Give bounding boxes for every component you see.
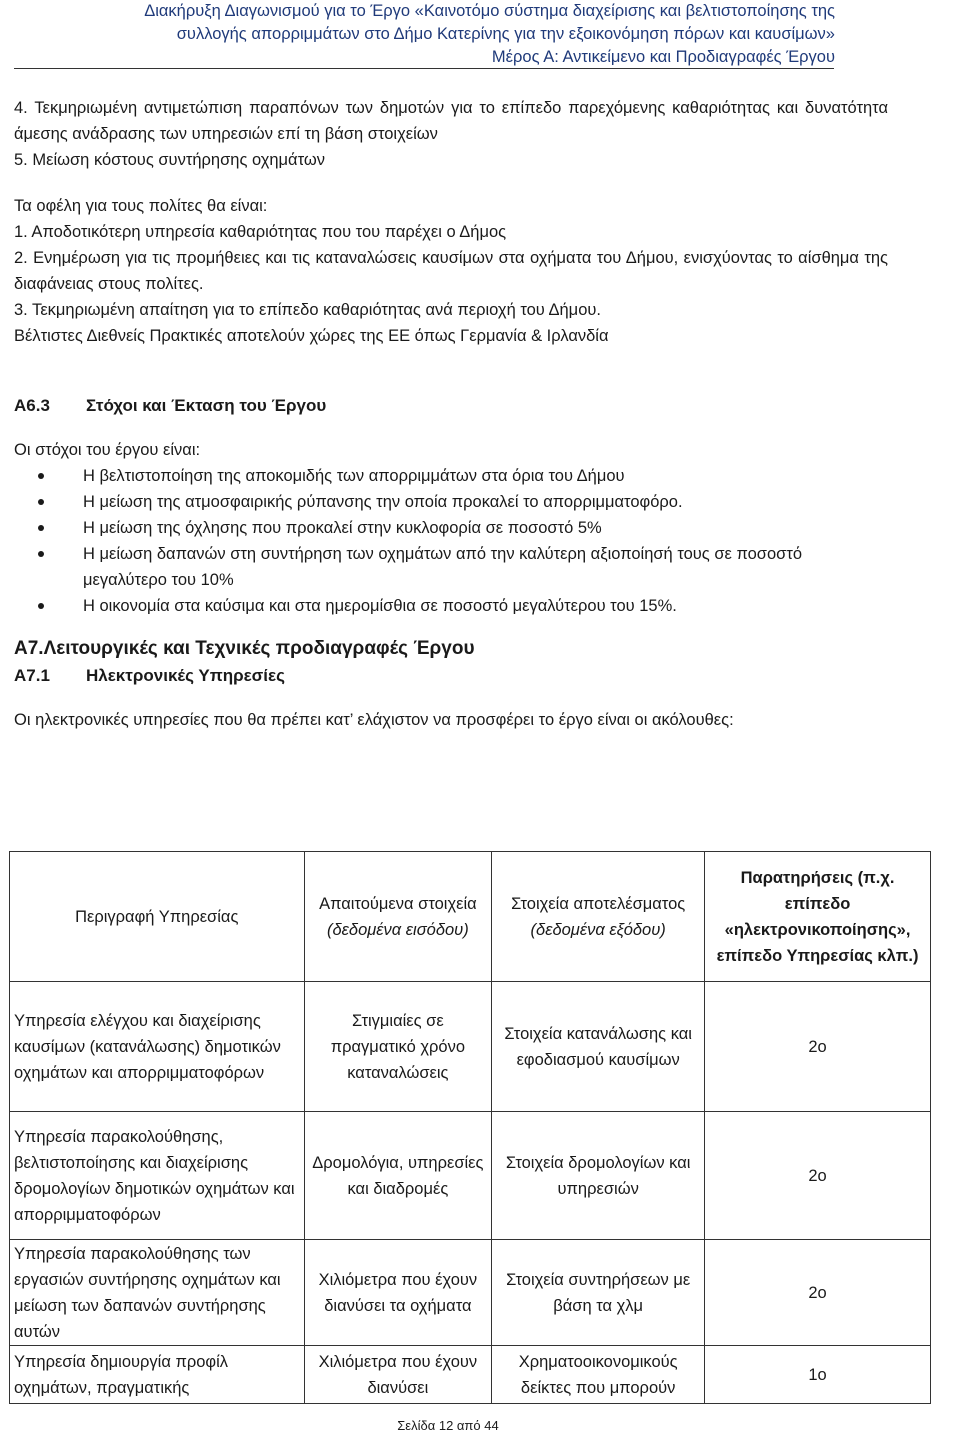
goal-item: Η οικονομία στα καύσιμα και στα ημερομίσθια σε ποσοστό μεγαλύτερου του 15%. — [14, 593, 888, 619]
cell-input: Δρομολόγια, υπηρεσίες και διαδρομές — [304, 1112, 492, 1240]
bullet-icon — [38, 473, 44, 479]
cell-description: Υπηρεσία δημιουργία προφίλ οχημάτων, πραγματικής — [10, 1346, 305, 1404]
section-heading-a63 — [14, 393, 888, 419]
benefit-item: 1. Αποδοτικότερη υπηρεσία καθαριότητας που του παρέχει ο Δήμος — [14, 223, 507, 241]
benefit-item: 3. Τεκμηριωμένη απαίτηση για το επίπεδο καθαριότητας ανά περιοχή του Δήμου. — [14, 301, 601, 319]
header-line-3: Μέρος Α: Αντικείμενο και Προδιαγραφές Έργου — [491, 48, 835, 66]
table-row — [10, 982, 931, 1112]
table-row — [10, 1346, 931, 1404]
bullet-icon — [38, 525, 44, 531]
section-title: Στόχοι και Έκταση του Έργου — [86, 396, 327, 415]
cell-output: Στοιχεία συντηρήσεων με βάση τα χλμ — [492, 1240, 705, 1346]
best-practices-note: Βέλτιστες Διεθνείς Πρακτικές αποτελούν χώρες της ΕΕ όπως Γερμανία & Ιρλανδία — [14, 327, 609, 345]
header-divider — [14, 68, 834, 69]
table-row — [10, 1112, 931, 1240]
cell-description: Υπηρεσία ελέγχου και διαχείρισης καυσίμων (κατανάλωσης) δημοτικών οχημάτων και απορριμματοφόρων — [10, 982, 305, 1112]
intro-item-5: 5. Μείωση κόστους συντήρησης οχημάτων — [14, 151, 326, 169]
section-title: Ηλεκτρονικές Υπηρεσίες — [86, 666, 285, 685]
page-number: Σελίδα 12 από 44 — [397, 1418, 499, 1433]
section-heading-a7: Α7.Λειτουργικές και Τεχνικές προδιαγραφές Έργου — [14, 638, 475, 659]
header-line-1: Διακήρυξη Διαγωνισμού για το Έργο «Καινοτόμο σύστημα διαχείρισης και βελτιστοποίησης της — [144, 2, 835, 20]
goal-item: Η μείωση δαπανών στη συντήρηση των οχημάτων από την καλύτερη αξιοποίησή τους σε ποσοστό μεγαλύτερο του 10% — [14, 541, 888, 593]
table-header-row — [10, 852, 931, 982]
services-table — [9, 851, 931, 1404]
cell-remarks: 1ο — [705, 1346, 931, 1404]
benefit-item: 2. Ενημέρωση για τις προμήθειες και τις καταναλώσεις καυσίμων στα οχήματα του Δήμου, ενισχύοντας το αίσθημα της διαφάνειας στους πολίτες. — [14, 249, 888, 293]
intro-item-4: 4. Τεκμηριωμένη αντιμετώπιση παραπόνων των δημοτών για το επίπεδο παρεχόμενης καθαριότητας και δυνατότητα άμεσης ανάδρασης των υπηρεσιών επί τη βάση στοιχείων — [14, 99, 888, 143]
header-remarks: Παρατηρήσεις (π.χ. επίπεδο «ηλεκτρονικοποίησης», επίπεδο Υπηρεσίας κλπ.) — [705, 852, 931, 982]
cell-input: Χιλιόμετρα που έχουν διανύσει — [304, 1346, 492, 1404]
benefits-heading: Τα οφέλη για τους πολίτες θα είναι: — [14, 197, 268, 215]
cell-output: Στοιχεία δρομολογίων και υπηρεσιών — [492, 1112, 705, 1240]
cell-remarks: 2ο — [705, 1112, 931, 1240]
goals-list — [14, 463, 888, 619]
cell-remarks: 2ο — [705, 1240, 931, 1346]
goal-item: Η μείωση της ατμοσφαιρικής ρύπανσης την οποία προκαλεί το απορριμματοφόρο. — [14, 489, 888, 515]
section-heading-a71 — [14, 663, 888, 689]
section-number: Α7.1 — [14, 666, 50, 685]
bullet-icon — [38, 499, 44, 505]
cell-remarks: 2ο — [705, 982, 931, 1112]
table-row — [10, 1240, 931, 1346]
header-description: Περιγραφή Υπηρεσίας — [10, 852, 305, 982]
goals-lead: Οι στόχοι του έργου είναι: — [14, 441, 201, 459]
cell-output: Χρηματοοικονομικούς δείκτες που μπορούν — [492, 1346, 705, 1404]
page-content — [14, 95, 888, 733]
cell-description: Υπηρεσία παρακολούθησης, βελτιστοποίησης και διαχείρισης δρομολογίων δημοτικών οχημάτων και απορριμματοφόρων — [10, 1112, 305, 1240]
goal-item: Η βελτιστοποίηση της αποκομιδής των απορριμμάτων στα όρια του Δήμου — [14, 463, 888, 489]
bullet-icon — [38, 603, 44, 609]
section-number: Α6.3 — [14, 396, 50, 415]
cell-input: Στιγμιαίες σε πραγματικό χρόνο καταναλώσεις — [304, 982, 492, 1112]
goal-item: Η μείωση της όχλησης που προκαλεί στην κυκλοφορία σε ποσοστό 5% — [14, 515, 888, 541]
header-input: Απαιτούμενα στοιχεία (δεδομένα εισόδου) — [304, 852, 492, 982]
header-output: Στοιχεία αποτελέσματος (δεδομένα εξόδου) — [492, 852, 705, 982]
cell-input: Χιλιόμετρα που έχουν διανύσει τα οχήματα — [304, 1240, 492, 1346]
bullet-icon — [38, 551, 44, 557]
services-intro: Οι ηλεκτρονικές υπηρεσίες που θα πρέπει κατ’ ελάχιστον να προσφέρει το έργο είναι οι ακόλουθες: — [14, 711, 734, 729]
document-header — [0, 0, 835, 69]
cell-description: Υπηρεσία παρακολούθησης των εργασιών συντήρησης οχημάτων και μείωση των δαπανών συντήρησης αυτών — [10, 1240, 305, 1346]
cell-output: Στοιχεία κατανάλωσης και εφοδιασμού καυσίμων — [492, 982, 705, 1112]
header-line-2: συλλογής απορριμμάτων στο Δήμο Κατερίνης για την εξοικονόμηση πόρων και καυσίμων» — [176, 25, 835, 43]
